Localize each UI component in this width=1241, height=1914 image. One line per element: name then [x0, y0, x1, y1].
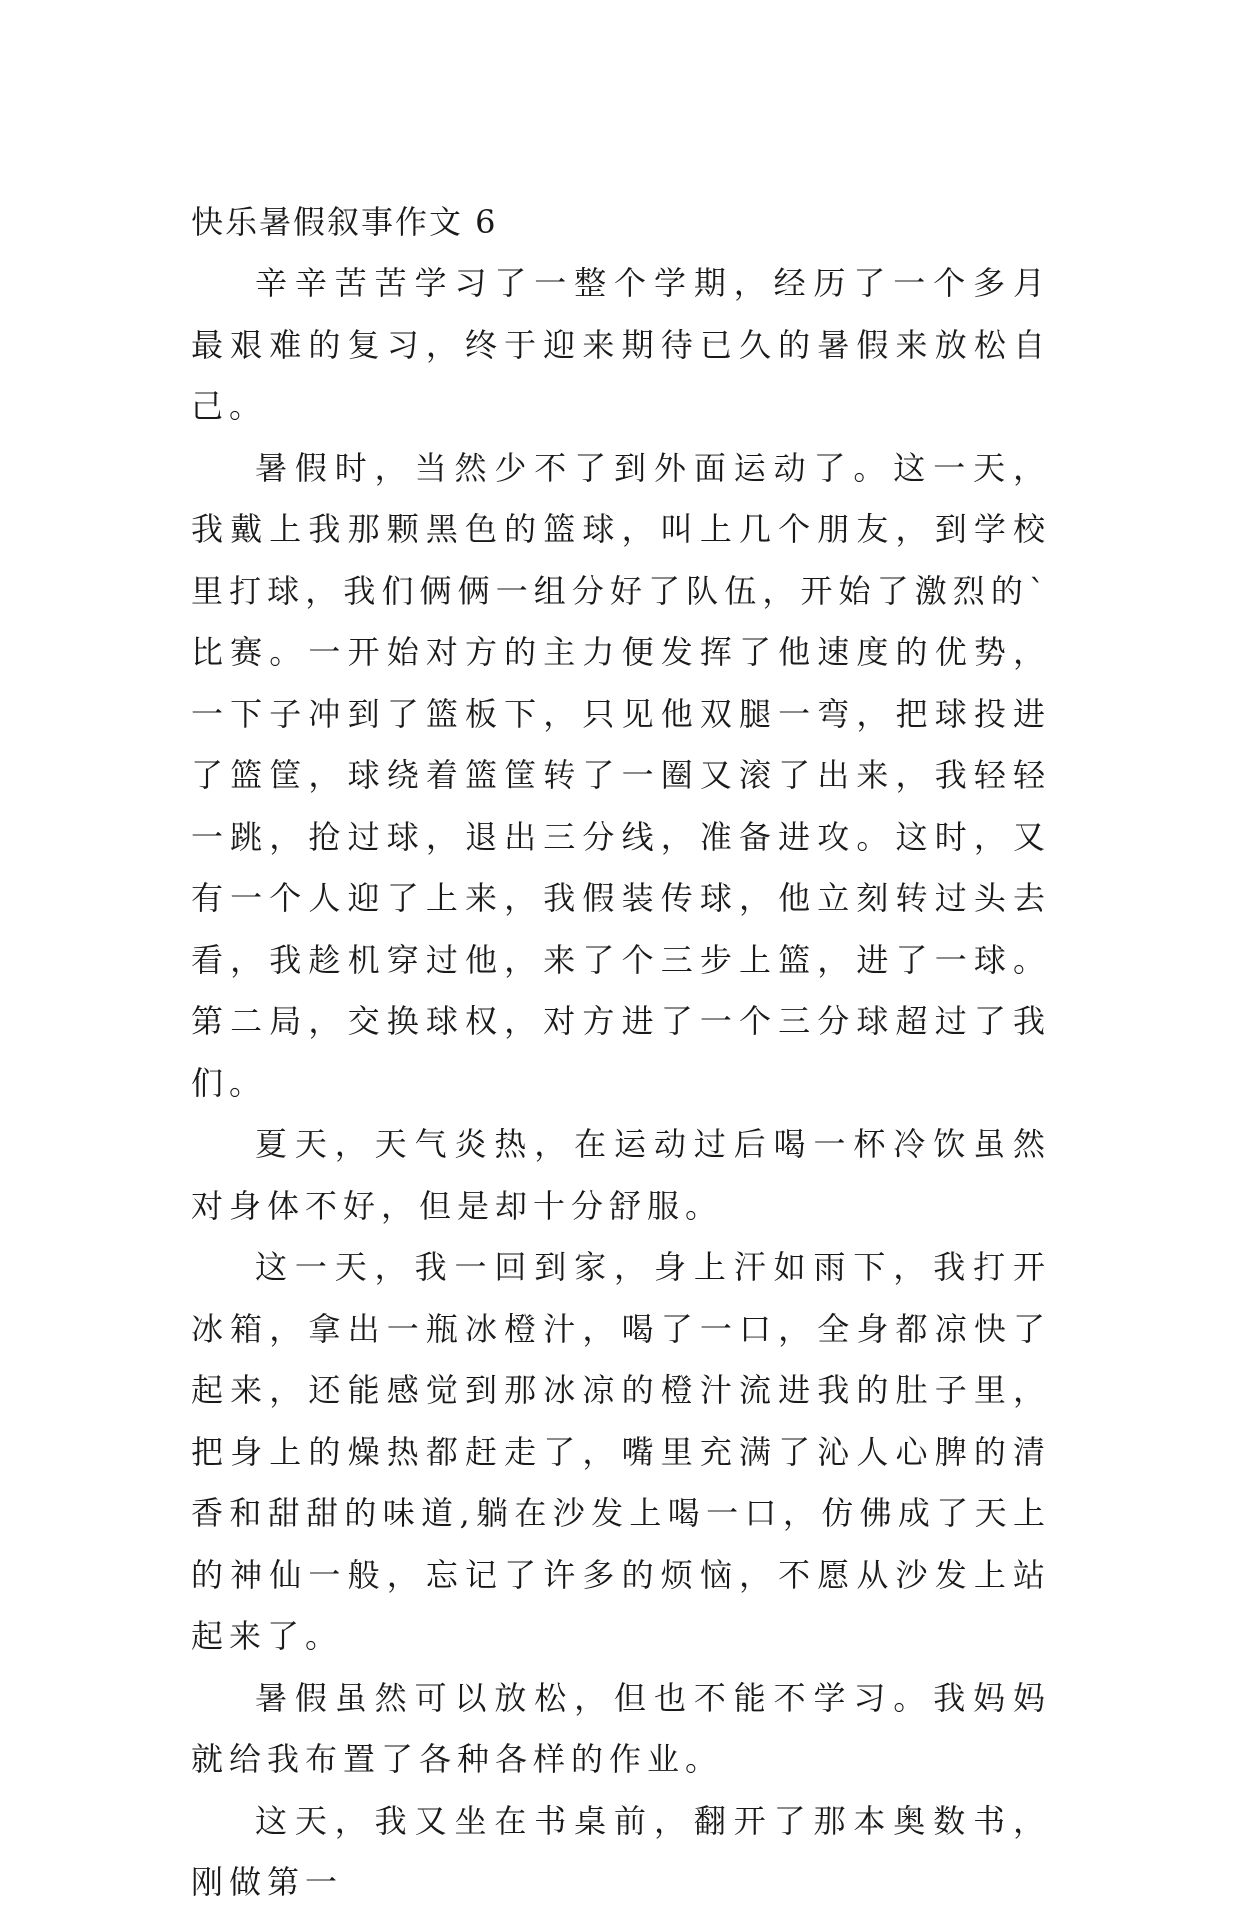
paragraph-1: 辛辛苦苦学习了一整个学期，经历了一个多月最艰难的复习，终于迎来期待已久的暑假来放松自己。	[191, 264, 1051, 425]
document-body	[191, 192, 1051, 1914]
paragraph-2: 暑假时，当然少不了到外面运动了。这一天，我戴上我那颗黑色的篮球，叫上几个朋友，到学校里打球，我们俩俩一组分好了队伍，开始了激烈的`比赛。一开始对方的主力便发挥了他速度的优势，一下子冲到了篮板下，只见他双腿一弯，把球投进了篮筐，球绕着篮筐转了一圈又滚了出来，我轻轻一跳，抢过球，退出三分线，准备进攻。这时，又有一个人迎了上来，我假装传球，他立刻转过头去看，我趁机穿过他，来了个三步上篮，进了一球。第二局，交换球权，对方进了一个三分球超过了我们。	[191, 448, 1051, 1102]
paragraph-3: 夏天，天气炎热，在运动过后喝一杯冷饮虽然对身体不好，但是却十分舒服。	[191, 1125, 1051, 1225]
paragraph-6: 这天，我又坐在书桌前，翻开了那本奥数书，刚做第一	[191, 1801, 1051, 1901]
paragraph-5: 暑假虽然可以放松，但也不能不学习。我妈妈就给我布置了各种各样的作业。	[191, 1678, 1051, 1778]
paragraph-4: 这一天，我一回到家，身上汗如雨下，我打开冰箱，拿出一瓶冰橙汁，喝了一口，全身都凉快了起来，还能感觉到那冰凉的橙汁流进我的肚子里，把身上的燥热都赶走了，嘴里充满了沁人心脾的清香和甜甜的味道,躺在沙发上喝一口，仿佛成了天上的神仙一般，忘记了许多的烦恼，不愿从沙发上站起来了。	[191, 1248, 1051, 1655]
document-title: 快乐暑假叙事作文 6	[191, 203, 498, 241]
